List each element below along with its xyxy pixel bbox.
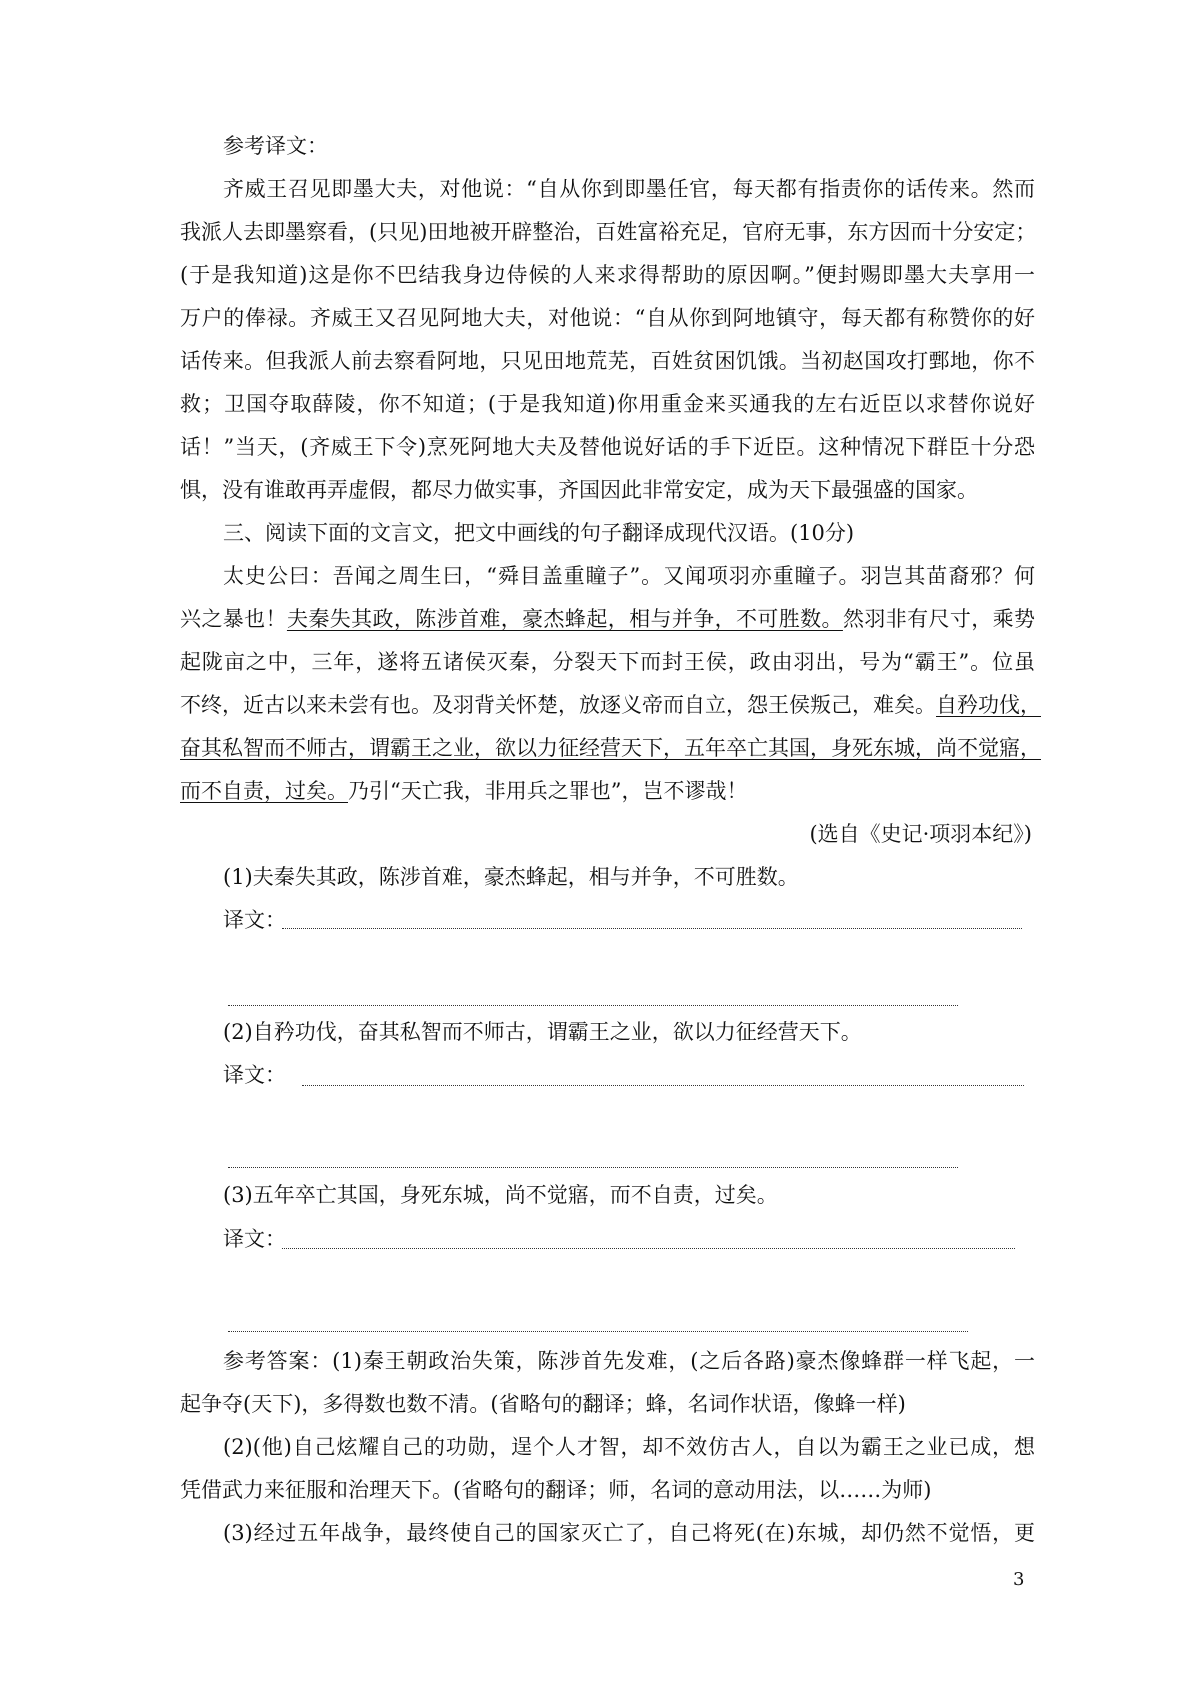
underlined-sentence-3: 五年卒亡其国，身死东城，尚不觉寤， [684,736,1041,760]
question-2: (2)自矜功伐，奋其私智而不师古，谓霸王之业，欲以力征经营天下。 [223,1020,862,1044]
answer-label: 译文： [223,1063,286,1087]
ref-translation-line: 话！”当天，(齐威王下令)烹死阿地大夫及替他说好话的手下近臣。这种情况下群臣十分恐 [180,435,1035,459]
ref-translation-line: 万户的俸禄。齐威王又召见阿地大夫，对他说：“自从你到阿地镇守，每天都有称赞你的好 [180,306,1035,330]
answer-label: 译文： [223,908,286,932]
passage-text: 不终，近古以来未尝有也。及羽背关怀楚，放逐义帝而自立，怨王侯叛己，难矣。 [180,693,936,717]
answer-label: 译文： [223,1227,286,1251]
ref-translation-line: 救；卫国夺取薛陵，你不知道；(于是我知道)你用重金来买通我的左右近臣以求替你说好 [180,392,1035,416]
section-title: 三、阅读下面的文言文，把文中画线的句子翻译成现代汉语。(10分) [223,521,855,545]
answer-line-3a[interactable] [282,1248,1015,1249]
underlined-sentence-2: 奋其私智而不师古，谓霸王之业，欲以力征经营天下， [180,736,684,760]
question-3: (3)五年卒亡其国，身死东城，尚不觉寤，而不自责，过矣。 [223,1183,778,1207]
ref-answer-line: (3)经过五年战争，最终使自己的国家灭亡了，自己将死(在)东城，却仍然不觉悟，更 [223,1521,1035,1545]
answer-line-2a[interactable] [302,1085,1024,1086]
passage-text: 兴之暴也！ [180,607,287,631]
source-citation: (选自《史记·项羽本纪》) [809,822,1032,846]
answer-line-1b[interactable] [228,1005,958,1006]
ref-translation-line: 惧，没有谁敢再弄虚假，都尽力做实事，齐国因此非常安定，成为天下最强盛的国家。 [180,478,978,502]
ref-translation-line: 齐威王召见即墨大夫，对他说：“自从你到即墨任官，每天都有指责你的话传来。然而 [223,177,1035,201]
passage-line [180,691,1041,719]
ref-translation-line: 我派人去即墨察看，(只见)田地被开辟整治，百姓富裕充足，官府无事，东方因而十分安定； [180,220,1037,244]
answer-line-3b[interactable] [228,1331,968,1332]
passage-line: 起陇亩之中，三年，遂将五诸侯灭秦，分裂天下而封王侯，政由羽出，号为“霸王”。位虽 [180,650,1035,674]
ref-translation-line: 话传来。但我派人前去察看阿地，只见田地荒芜，百姓贫困饥饿。当初赵国攻打鄄地，你不 [180,349,1035,373]
answer-line-1a[interactable] [282,928,1022,929]
ref-translation-line: (于是我知道)这是你不巴结我身边侍候的人来求得帮助的原因啊。”便封赐即墨大夫享用一 [180,263,1035,287]
question-1: (1)夫秦失其政，陈涉首难，豪杰蜂起，相与并争，不可胜数。 [223,865,799,889]
page-number: 3 [1013,1569,1025,1590]
answer-line-2b[interactable] [228,1167,958,1168]
passage-line: 太史公曰：吾闻之周生曰，“舜目盖重瞳子”。又闻项羽亦重瞳子。羽岂其苗裔邪？何 [223,564,1035,588]
ref-answer-line: 参考答案：(1)秦王朝政治失策，陈涉首先发难，(之后各路)豪杰像蜂群一样飞起，一 [223,1349,1035,1373]
ref-translation-label: 参考译文： [223,134,328,158]
ref-answer-line: 凭借武力来征服和治理天下。(省略句的翻译；师，名词的意动用法，以……为师) [180,1478,932,1502]
ref-answer-line: (2)(他)自己炫耀自己的功勋，逞个人才智，却不效仿古人，自以为霸王之业已成，想 [223,1435,1035,1459]
underlined-sentence-1: 夫秦失其政，陈涉首难，豪杰蜂起，相与并争，不可胜数。 [286,607,843,631]
passage-text: 乃引“天亡我，非用兵之罪也”，岂不谬哉！ [348,779,748,803]
passage-line [180,605,1035,633]
passage-line [180,777,1035,805]
ref-answer-line: 起争夺(天下)，多得数也数不清。(省略句的翻译；蜂，名词作状语，像蜂一样) [180,1392,906,1416]
passage-line [180,734,1041,762]
passage-text: 然羽非有尺寸，乘势 [842,607,1036,631]
underlined-sentence-3: 而不自责，过矣。 [180,779,348,803]
underlined-sentence-2: 自矜功伐， [936,693,1041,717]
